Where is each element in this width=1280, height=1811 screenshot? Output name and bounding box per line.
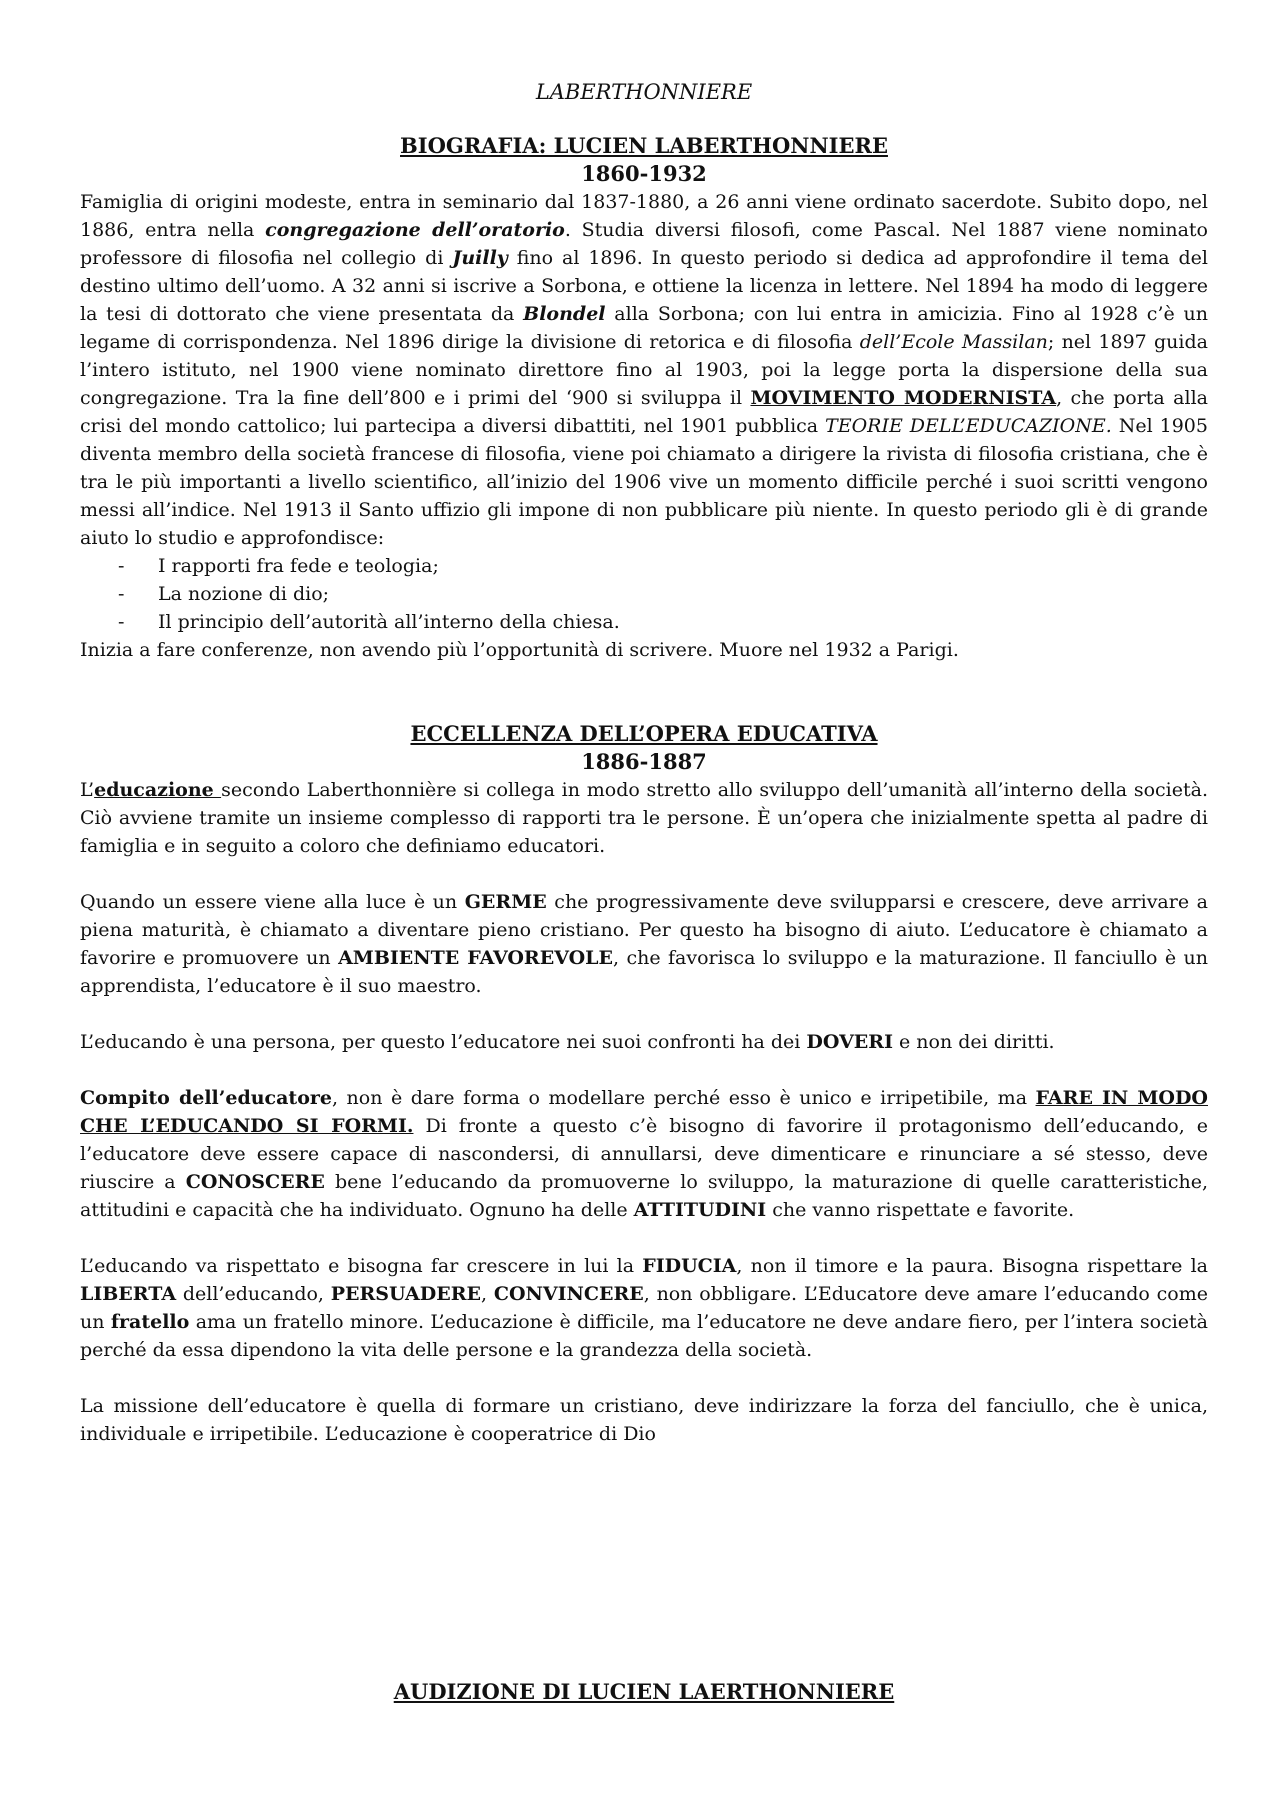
text-run: , non il timore e la paura. Bisogna rispettare la [736,1255,1208,1277]
biography-section [80,132,1208,664]
text-run: Quando un essere viene alla luce è un [80,891,465,913]
list-item: - La nozione di dio; [118,580,1208,608]
education-section [80,720,1208,1448]
audition-section [80,1678,1208,1706]
biography-heading: BIOGRAFIA: LUCIEN LABERTHONNIERE [400,133,888,158]
text-run: ; nel 1897 guida l’intero istituto, nel 1900 viene nominato direttore fino al 1903, poi la legge porta la dispersione della sua congregazione. Tra la fine dell’800 e i primi del ‘900 si sviluppa il [80,331,1208,409]
biography-years: 1860-1932 [581,161,707,186]
text-run: secondo Laberthonnière si collega in modo stretto allo sviluppo dell’umanità all’interno della società. Ciò avviene tramite un insieme complesso di rapporti tra le persone. È un’opera che inizialmente spetta al padre di famiglia e in seguito a coloro che definiamo educatori. [80,779,1209,857]
education-paragraph: La missione dell’educatore è quella di formare un cristiano, deve indirizzare la forza del fanciullo, che è unica, individuale e irripetibile. L’educazione è cooperatrice di Dio [80,1395,1208,1445]
emphasis-ecole-massilan: dell’Ecole Massilan [859,331,1048,353]
emphasis-conoscere: CONOSCERE [185,1171,325,1193]
text-run: , non obbligare. L’Educatore deve amare l’educando come un [80,1283,1208,1333]
text-run: che progressivamente deve svilupparsi e crescere, deve arrivare a piena maturità, è chiamato a diventare pieno cristiano. Per questo ha bisogno di aiuto. L’educatore è chiamato a favorire e promuovere un [80,891,1208,969]
text-run: L’educando va rispettato e bisogna far crescere in lui la [80,1255,643,1277]
emphasis-congregazione: congregazione dell’oratorio [265,219,565,241]
emphasis-movimento-modernista: MOVIMENTO MODERNISTA [750,387,1057,409]
text-run: dell’educando, [176,1283,331,1305]
emphasis-germe: GERME [464,891,547,913]
emphasis-attitudini: ATTITUDINI [633,1199,767,1221]
text-run: L’ [80,779,95,801]
biography-closing: Inizia a fare conferenze, non avendo più l’opportunità di scrivere. Muore nel 1932 a Parigi. [80,639,959,661]
list-item: - I rapporti fra fede e teologia; [118,552,1208,580]
text-run: , che favorisca lo sviluppo e la maturazione. Il fanciullo è un apprendista, l’educatore è il suo maestro. [80,947,1209,997]
text-run: L’educando è una persona, per questo l’educatore nei suoi confronti ha dei [80,1031,807,1053]
text-run: e non dei diritti. [892,1031,1055,1053]
audition-heading: AUDIZIONE DI LUCIEN LAERTHONNIERE [393,1679,895,1704]
text-run: Di fronte a questo c’è bisogno di favorire il protagonismo dell’educando, e l’educatore deve essere capace di nascondersi, di annullarsi, deve dimenticare e rinunciare a sé stesso, deve riuscire a [80,1115,1208,1193]
emphasis-fratello: fratello [110,1311,190,1333]
text-run: fino al 1896. In questo periodo si dedica ad approfondire il tema del destino ultimo dell’uomo. A 32 anni si iscrive a Sorbona, e ottiene la licenza in lettere. Nel 1894 ha modo di leggere la tesi di dottorato che viene presentata da [80,247,1208,325]
text-run: , non è dare forma o modellare perché esso è unico e irripetibile, ma [331,1087,1036,1109]
education-paragraph [80,1084,1208,1224]
text-run: ama un fratello minore. L’educazione è difficile, ma l’educatore ne deve andare fiero, per l’intera società perché da essa dipendono la vita delle persone e la grandezza della società. [80,1311,1208,1361]
emphasis-persuadere: PERSUADERE [330,1283,481,1305]
text-run: Famiglia di origini modeste, entra in seminario dal 1837-1880, a 26 anni viene ordinato sacerdote. Subito dopo, nel 1886, entra nella [80,191,1208,241]
education-paragraph [80,776,1208,860]
biography-paragraph [80,188,1208,552]
document-page [80,78,1208,1448]
text-run: Nel 1905 diventa membro della società francese di filosofia, viene poi chiamato a dirigere la rivista di filosofia cristiana, che è tra le più importanti a livello scientifico, all’inizio del 1906 vive un momento difficile perché i suoi scritti vengono messi all’indice. Nel 1913 il Santo uffizio gli impone di non pubblicare più niente. In questo periodo gli è di grande aiuto lo studio e approfondisce: [80,415,1208,549]
document-title: LABERTHONNIERE [535,80,753,104]
text-run: , che porta alla crisi del mondo cattolico; lui partecipa a diversi dibattiti, nel 1901 pubblica [80,387,1208,437]
emphasis-ambiente: AMBIENTE FAVOREVOLE [338,947,614,969]
text-run: che vanno rispettate e favorite. [766,1199,1075,1221]
topics-list [80,552,1208,636]
text-run: bene l’educando da promuoverne lo sviluppo, la maturazione di quelle caratteristiche, attitudini e capacità che ha individuato. Ognuno ha delle [80,1171,1208,1221]
emphasis-convincere: CONVINCERE [493,1283,644,1305]
emphasis-liberta: LIBERTA [80,1283,177,1305]
emphasis-blondel: Blondel [523,303,606,325]
text-run: . Studia diversi filosofi, come Pascal. Nel 1887 viene nominato professore di filosofia nel collegio di [80,219,1208,269]
text-run: alla Sorbona; con lui entra in amicizia. Fino al 1928 c’è un legame di corrispondenza. Nel 1896 dirige la divisione di retorica e di filosofia [80,303,1208,353]
emphasis-compito: Compito dell’educatore [80,1087,332,1109]
emphasis-fare-in-modo: FARE IN MODO CHE L’EDUCANDO SI FORMI. [80,1087,1208,1137]
education-paragraph [80,888,1208,1000]
education-heading: ECCELLENZA DELL’OPERA EDUCATIVA [410,721,878,746]
emphasis-juilly: Juilly [452,247,508,269]
education-paragraph [80,1028,1208,1056]
education-paragraph [80,1252,1208,1364]
emphasis-educazione: educazione [94,779,222,801]
text-run: , [481,1283,494,1305]
list-item: - Il principio dell’autorità all’interno della chiesa. [118,608,1208,636]
emphasis-teorie-educazione: TEORIE DELL’EDUCAZIONE. [825,415,1112,437]
emphasis-fiducia: FIDUCIA [642,1255,737,1277]
education-years: 1886-1887 [581,749,707,774]
emphasis-doveri: DOVERI [806,1031,893,1053]
